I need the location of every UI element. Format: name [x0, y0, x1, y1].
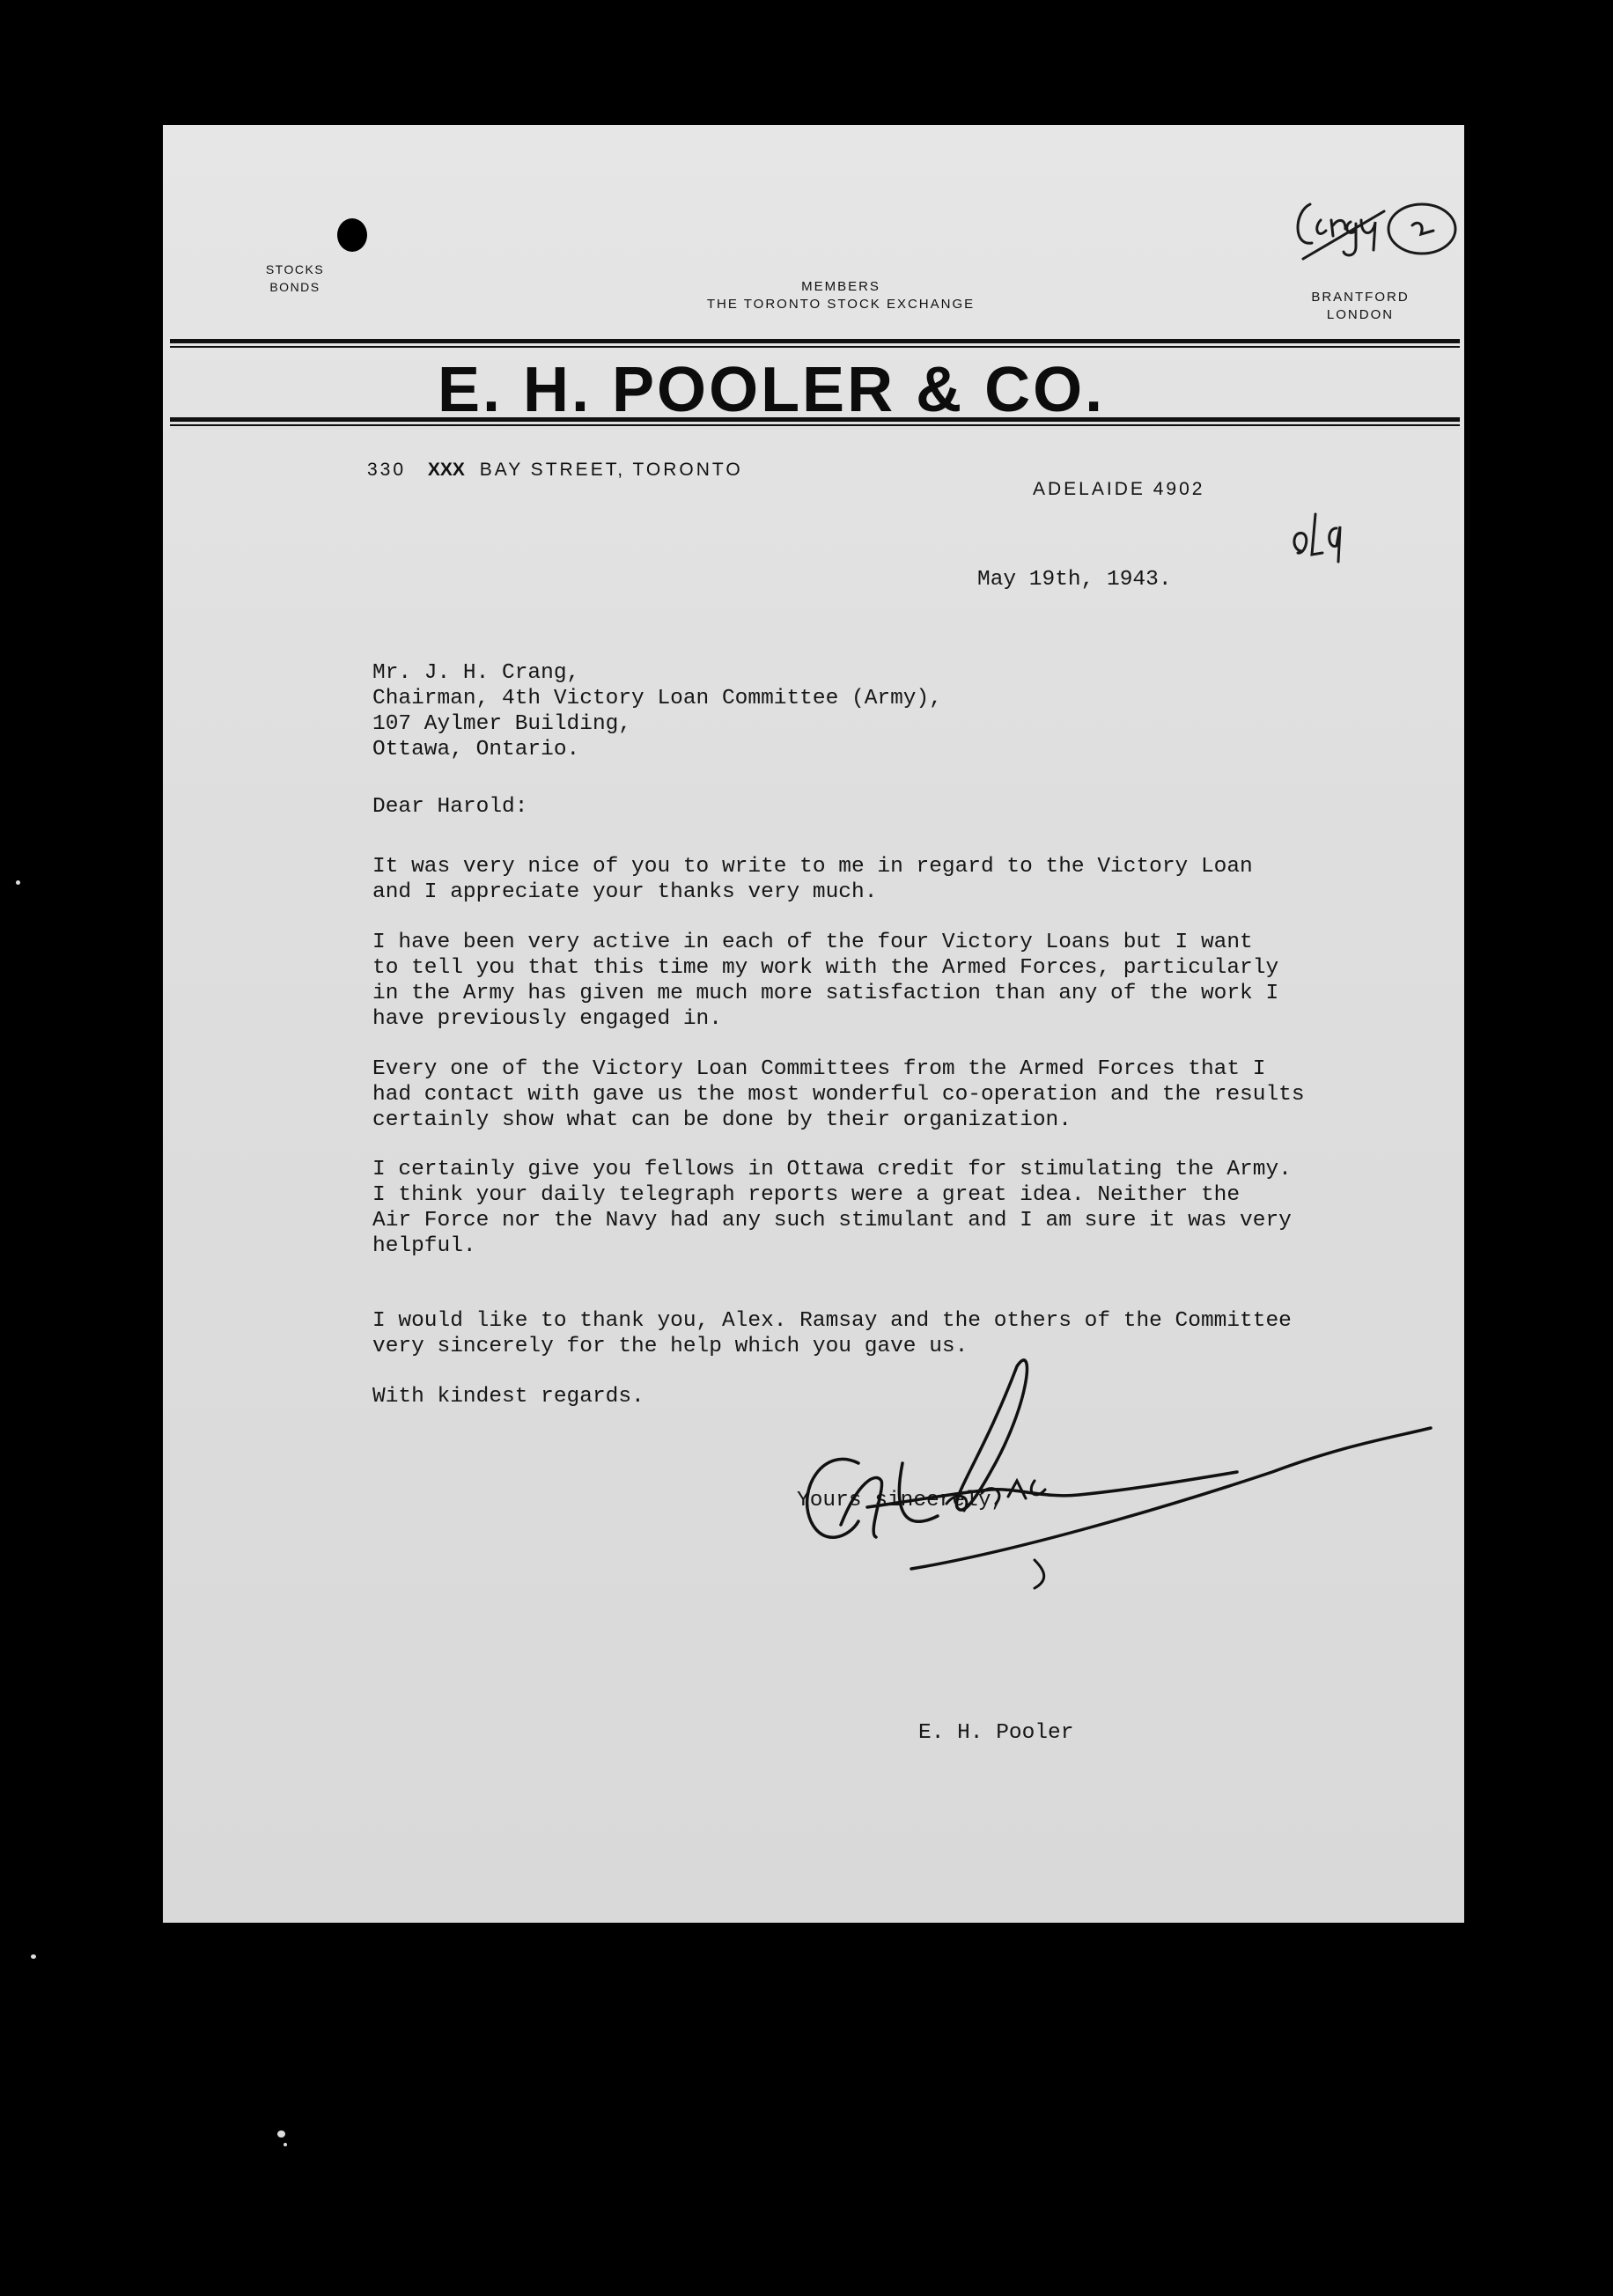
recipient-line: Chairman, 4th Victory Loan Committee (Army), — [372, 687, 942, 710]
body-line: Every one of the Victory Loan Committees from the Armed Forces that I — [372, 1057, 1266, 1081]
exchange-name: THE TORONTO STOCK EXCHANGE — [706, 297, 976, 312]
handwritten-signature — [726, 1349, 1448, 1613]
body-line: I think your daily telegraph reports were a great idea. Neither the — [372, 1183, 1241, 1207]
street-address — [367, 460, 743, 481]
body-line: had contact with gave us the most wonderful co-operation and the results — [372, 1083, 1305, 1107]
address-struck-out: XXX — [427, 460, 465, 480]
circled-number-annotation — [1382, 197, 1462, 259]
letterhead-rule-top — [170, 339, 1460, 343]
recipient-line: Mr. J. H. Crang, — [372, 661, 580, 685]
letter-date: May 19th, 1943. — [977, 568, 1172, 592]
body-line: and I appreciate your thanks very much. — [372, 880, 878, 904]
body-line: helpful. — [372, 1234, 476, 1258]
valediction: Yours sincerely, — [797, 1489, 1005, 1512]
address-street: BAY STREET, TORONTO — [479, 460, 743, 480]
signatory-name: E. H. Pooler — [918, 1721, 1074, 1745]
company-name: E. H. POOLER & CO. — [438, 355, 1106, 425]
margin-initials-handwriting — [1285, 505, 1356, 567]
body-line: in the Army has given me much more satisfaction than any of the work I — [372, 982, 1279, 1005]
crang-note-handwriting — [1285, 185, 1391, 264]
body-paragraph-1 — [372, 854, 1253, 905]
branch-offices — [1299, 289, 1422, 324]
recipient-line: Ottawa, Ontario. — [372, 738, 580, 762]
recipient-line: 107 Aylmer Building, — [372, 712, 632, 736]
salutation: Dear Harold: — [372, 795, 528, 819]
scan-speck — [16, 880, 20, 885]
body-paragraph-2 — [372, 930, 1278, 1032]
services-list — [260, 261, 330, 296]
phone-exchange: ADELAIDE 4902 — [1033, 479, 1205, 499]
address-number: 330 — [367, 460, 407, 480]
scan-speck — [284, 2143, 287, 2146]
exchange-membership — [691, 278, 991, 313]
body-line: to tell you that this time my work with the Armed Forces, particularly — [372, 956, 1279, 980]
letterhead-rule-top-thin — [170, 346, 1460, 348]
scan-speck — [277, 2130, 285, 2138]
branch-brantford: BRANTFORD — [1311, 290, 1410, 305]
branch-london: LONDON — [1326, 307, 1395, 322]
scan-speck — [31, 1954, 36, 1959]
body-line: I would like to thank you, Alex. Ramsay and the others of the Committee — [372, 1309, 1292, 1333]
recipient-address — [372, 660, 942, 762]
body-line: Air Force nor the Navy had any such stimulant and I am sure it was very — [372, 1209, 1292, 1233]
body-line: It was very nice of you to write to me in regard to the Victory Loan — [372, 855, 1253, 879]
closing-regards: With kindest regards. — [372, 1385, 644, 1409]
letter-page — [163, 125, 1464, 1923]
punch-hole — [337, 218, 367, 252]
service-bonds: BONDS — [269, 280, 320, 294]
body-line: I have been very active in each of the four Victory Loans but I want — [372, 931, 1253, 954]
body-paragraph-3 — [372, 1056, 1305, 1133]
body-line: I certainly give you fellows in Ottawa credit for stimulating the Army. — [372, 1158, 1292, 1181]
members-label: MEMBERS — [801, 279, 880, 294]
body-paragraph-4 — [372, 1157, 1292, 1259]
body-line: very sincerely for the help which you gave us. — [372, 1335, 969, 1358]
body-line: have previously engaged in. — [372, 1007, 722, 1031]
body-line: certainly show what can be done by their organization. — [372, 1108, 1072, 1132]
service-stocks: STOCKS — [265, 262, 325, 276]
